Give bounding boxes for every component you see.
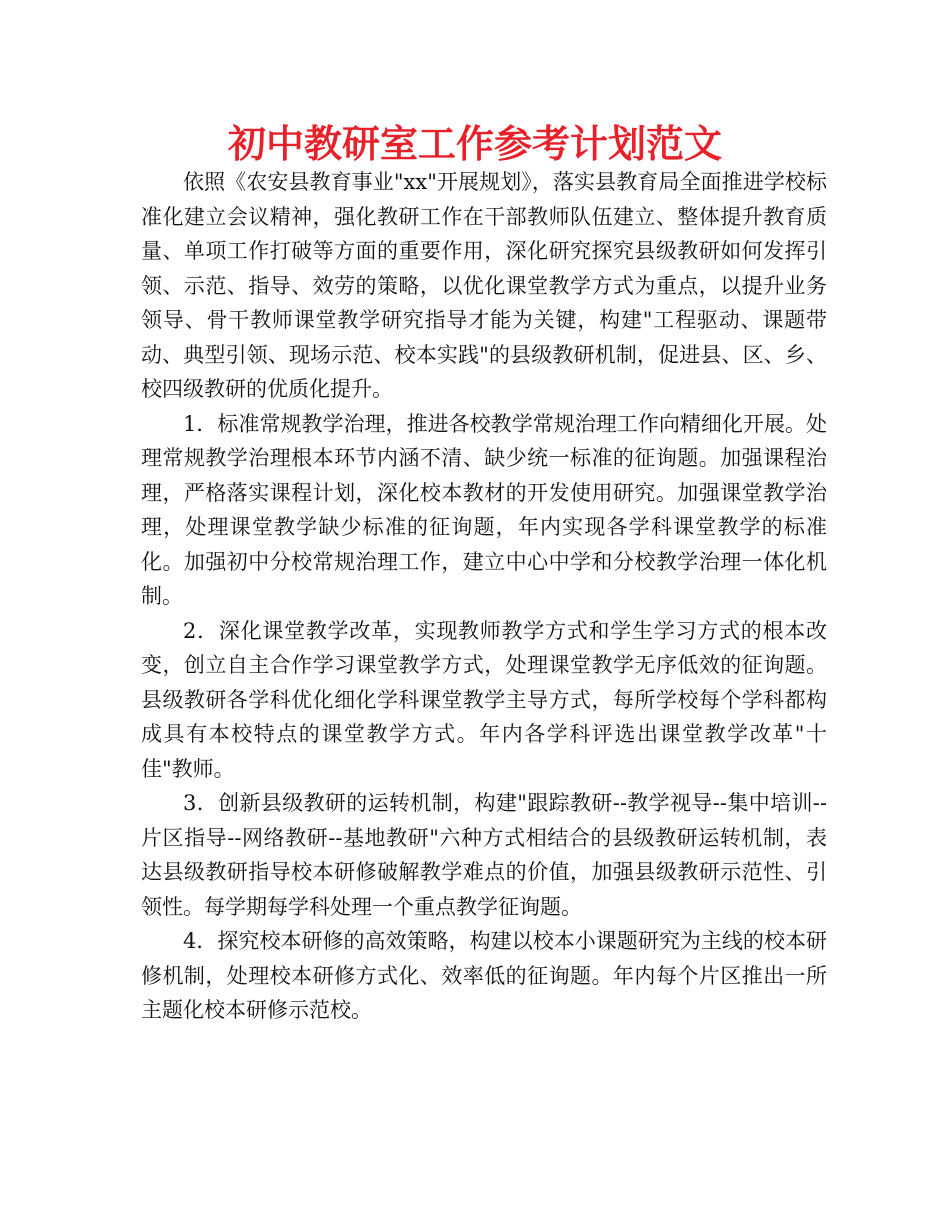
paragraph-intro: 依照《农安县教育事业"xx"开展规划》，落实县教育局全面推进学校标准化建立会议精神，强化教研工作在干部教师队伍建立、整体提升教育质量、单项工作打破等方面的重要作用，深化研究探究县级教研如何发挥引领、示范、指导、效劳的策略，以优化课堂教学方式为重点，以提升业务领导、骨干教师课堂教学研究指导才能为关键，构建"工程驱动、课题带动、典型引领、现场示范、校本实践"的县级教研机制，促进县、区、乡、校四级教研的优质化提升。	[141, 170, 827, 401]
paragraph-item-4: 4．探究校本研修的高效策略，构建以校本小课题研究为主线的校本研修机制，处理校本研修方式化、效率低的征询题。年内每个片区推出一所主题化校本研修示范校。	[141, 929, 827, 1022]
paragraph-item-3: 3．创新县级教研的运转机制，构建"跟踪教研--教学视导--集中培训--片区指导--网络教研--基地教研"六种方式相结合的县级教研运转机制，表达县级教研指导校本研修破解教学难点的价值，加强县级教研示范性、引领性。每学期每学科处理一个重点教学征询题。	[141, 791, 827, 919]
paragraph-item-1: 1．标准常规教学治理，推进各校教学常规治理工作向精细化开展。处理常规教学治理根本环节内涵不清、缺少统一标准的征询题。加强课程治理，严格落实课程计划，深化校本教材的开发使用研究。加强课堂教学治理，处理课堂教学缺少标准的征询题，年内实现各学科课堂教学的标准化。加强初中分校常规治理工作，建立中心中学和分校教学治理一体化机制。	[141, 411, 827, 608]
document-body	[141, 165, 827, 1028]
document-title: 初中教研室工作参考计划范文	[227, 121, 722, 166]
paragraph-item-2: 2．深化课堂教学改革，实现教师教学方式和学生学习方式的根本改变，创立自主合作学习课堂教学方式，处理课堂教学无序低效的征询题。县级教研各学科优化细化学科课堂教学主导方式，每所学校每个学科都构成具有本校特点的课堂教学方式。年内各学科评选出课堂教学改革"十佳"教师。	[141, 618, 827, 781]
